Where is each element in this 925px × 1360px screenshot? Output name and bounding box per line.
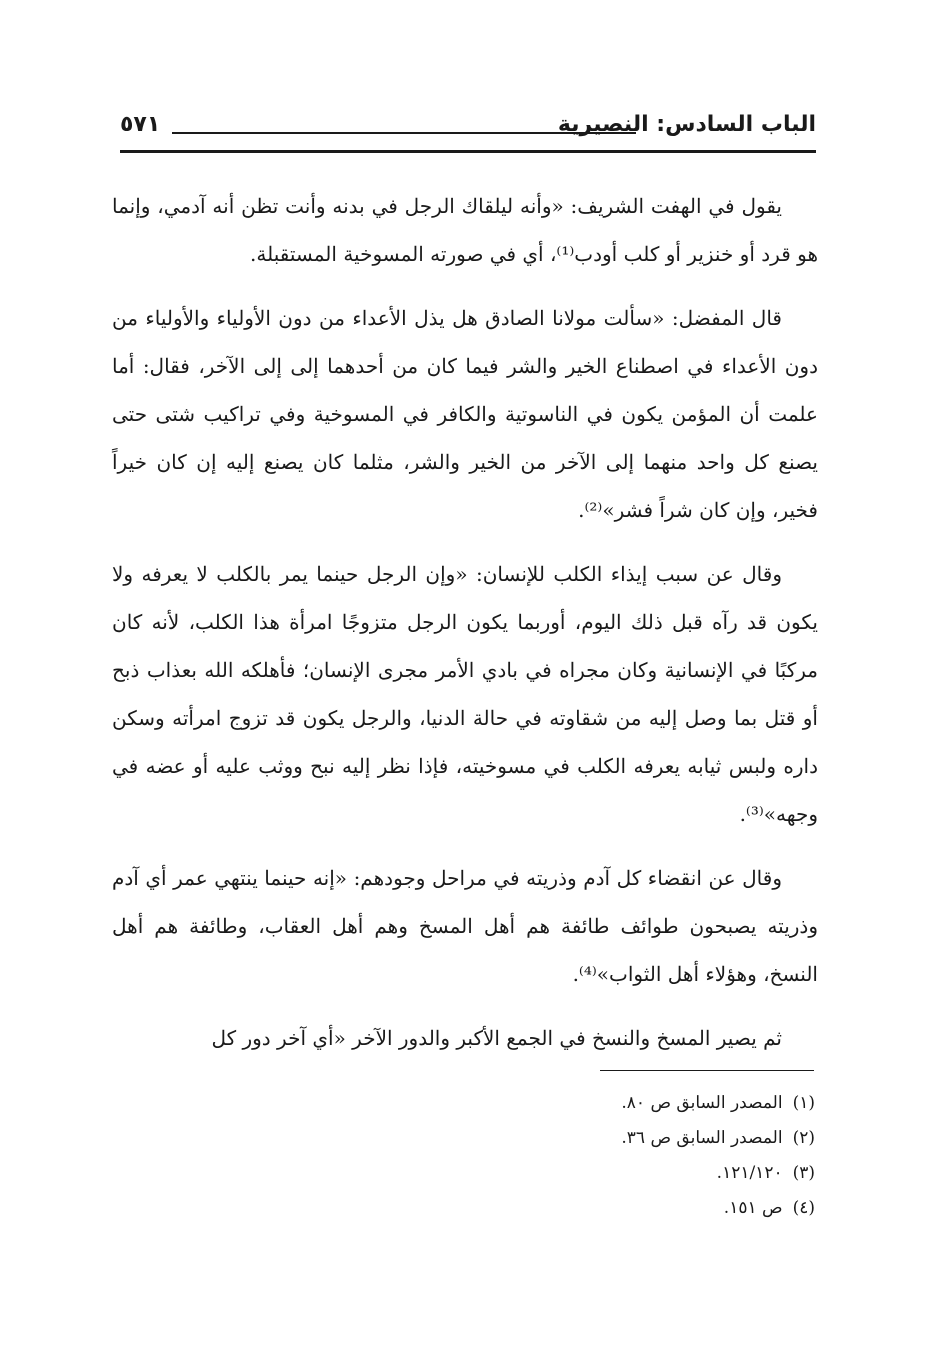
page-number: ٥٧١ [120,112,161,137]
paragraph: يقول في الهفت الشريف: «وأنه ليلقاك الرجل في بدنه وأنت تظن أنه آدمي، وإنما هو قرد أو خنزير أو كلب أودب⁽¹⁾، أي في صورته المسوخية المستقبلة. [112,194,818,266]
footnote [455,1086,815,1121]
footnote-number: (٤) [792,1198,815,1218]
footnote [455,1156,815,1191]
footnote [455,1191,815,1226]
footnote-number: (١) [792,1093,815,1113]
paragraph: ثم يصير المسخ والنسخ في الجمع الأكبر والدور الآخر «أي آخر دور كل [211,1026,782,1050]
header-rule [120,150,816,153]
footnote-text: ١٢١/١٢٠. [716,1163,783,1183]
page-body [112,182,818,1078]
footnote-separator [600,1070,814,1071]
footnote-text: المصدر السابق ص ٨٠. [621,1093,783,1113]
footnote [455,1121,815,1156]
header-divider [172,132,636,134]
page-header [120,112,816,152]
footnote-text: المصدر السابق ص ٣٦. [621,1128,783,1148]
paragraph: قال المفضل: «سألت مولانا الصادق هل يذل الأعداء من دون الأولياء والأولياء من دون الأعداء في اصطناع الخير والشر فيما كان من أحدهما إلى إلى الآخر، فقال: أما علمت أن المؤمن يكون في الناسوتية والكافر في المسوخية وفي تراكيب شتى حتى يصنع كل واحد منهما إلى الآخر من الخير والشر، مثلما كان يصنع إليه إن كان خيراً فخير، وإن كان شراً فشر»⁽²⁾. [112,306,819,522]
footnote-text: ص ١٥١. [723,1198,783,1218]
footnote-number: (٢) [792,1128,815,1148]
paragraph: وقال عن انقضاء كل آدم وذريته في مراحل وجودهم: «إنه حينما ينتهي عمر أي آدم وذريته يصبحون طوائف طائفة هم أهل المسخ وهم أهل العقاب، وطائفة هم أهل النسخ، وهؤلاء أهل الثواب»⁽⁴⁾. [112,866,818,986]
footnotes [455,1086,815,1226]
footnote-number: (٣) [792,1163,815,1183]
paragraph: وقال عن سبب إيذاء الكلب للإنسان: «وإن الرجل حينما يمر بالكلب لا يعرفه ولا يكون قد رآه قبل ذلك اليوم، أوربما يكون الرجل متزوجًا امرأة هذا الكلب، لأنه كان مركبًا في الإنسانية وكان مجراه في بادي الأمر مجرى الإنسان؛ فأهلكه الله بعذاب ذبح أو قتل بما وصل إليه من شقاوته في حالة الدنيا، والرجل يكون قد تزوج امرأته وسكن داره ولبس ثيابه يعرفه الكلب في مسوخيته، فإذا نظر إليه نبح ووثب عليه أو عضه في وجهه»⁽³⁾. [112,562,818,826]
chapter-title: الباب السادس: النصيرية [557,112,816,137]
